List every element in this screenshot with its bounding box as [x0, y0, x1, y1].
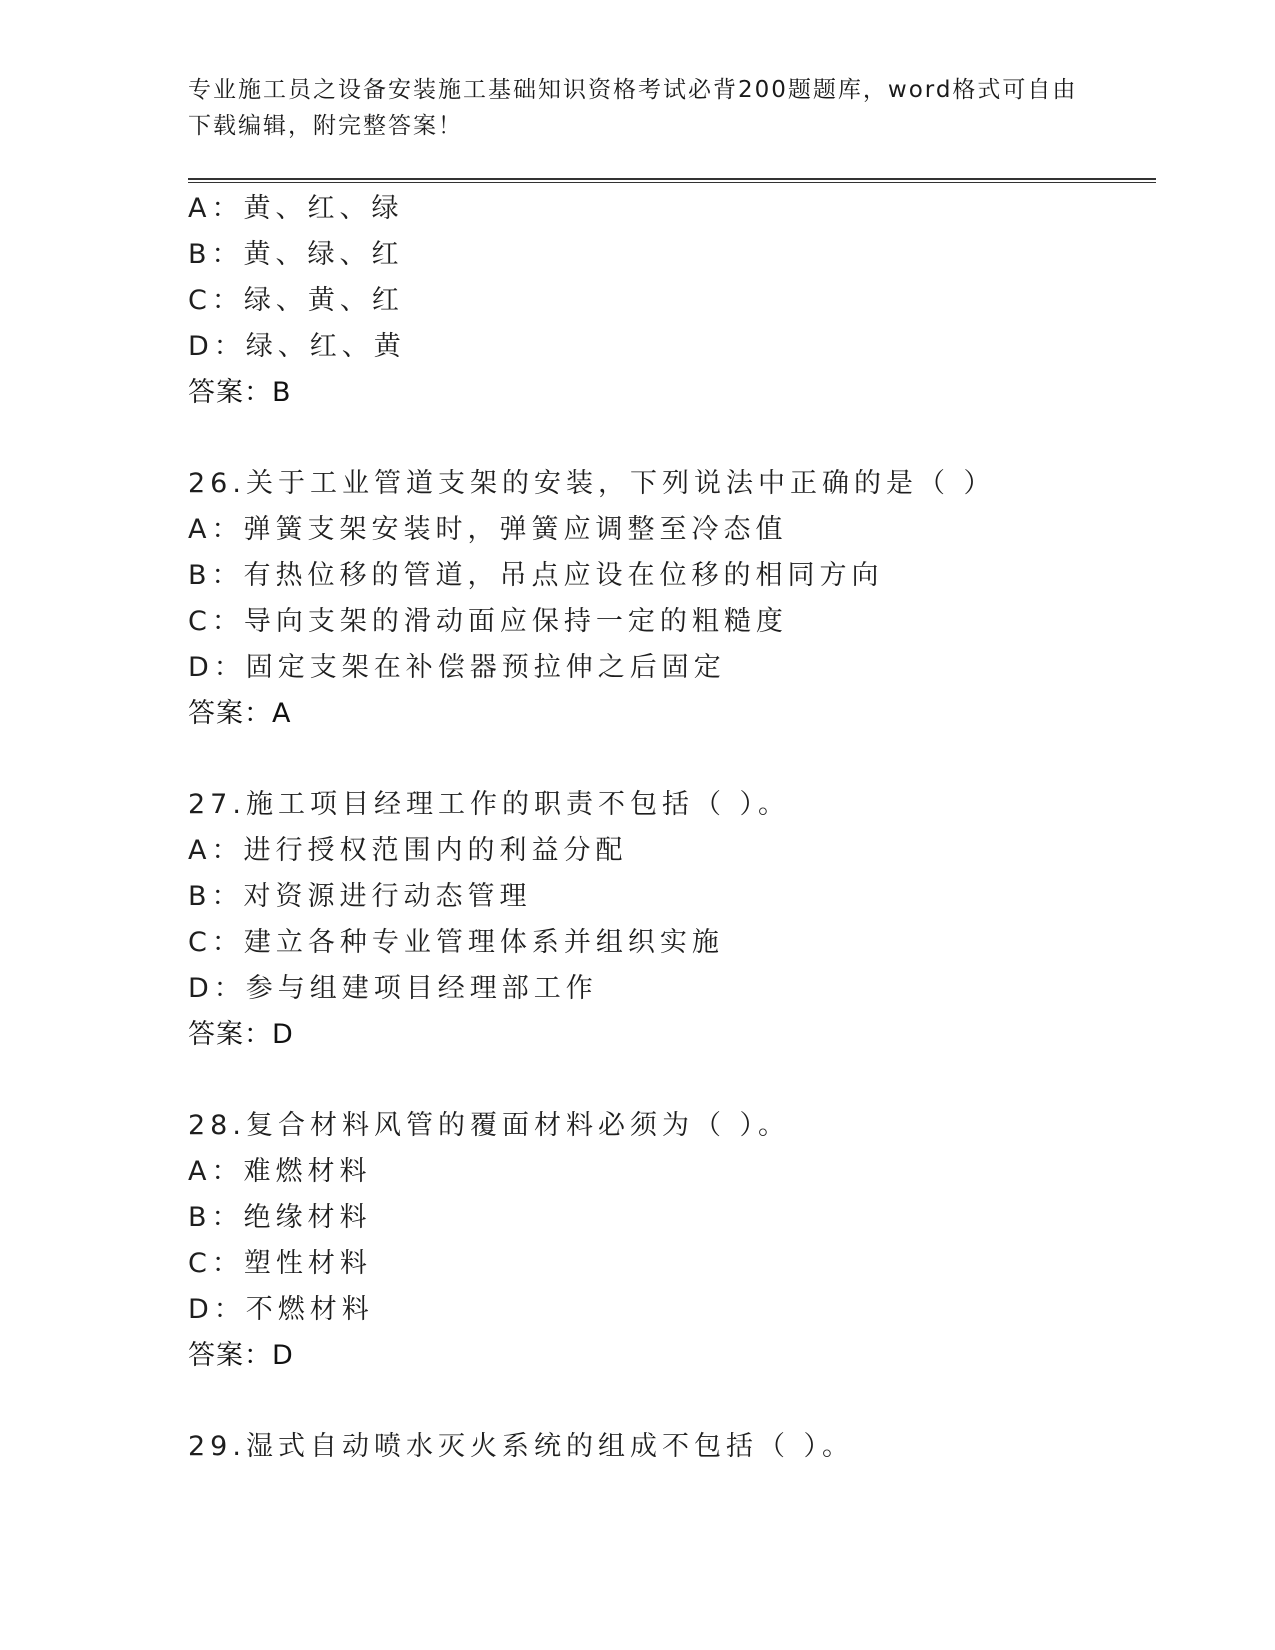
option-d: D：参与组建项目经理部工作: [188, 973, 598, 1004]
option-c: C：绿、黄、红: [188, 285, 404, 316]
question-stem: 26.关于工业管道支架的安装，下列说法中正确的是（ ）: [188, 468, 996, 499]
option-d: D：不燃材料: [188, 1294, 374, 1325]
option-d: D：绿、红、黄: [188, 331, 406, 362]
option-a: A：进行授权范围内的利益分配: [188, 835, 628, 866]
spacer: [188, 416, 1148, 461]
question-28: [188, 1103, 1148, 1379]
option-b: B：黄、绿、红: [188, 239, 404, 270]
question-27: [188, 782, 1148, 1058]
question-29: [188, 1424, 1148, 1470]
question-stem: 28.复合材料风管的覆面材料必须为（ ）。: [188, 1110, 791, 1141]
header-title-line-1: 专业施工员之设备安装施工基础知识资格考试必背200题题库，word格式可自由: [188, 77, 1078, 103]
question-26: [188, 461, 1148, 737]
answer-line: 答案：A: [188, 698, 292, 729]
question-list: [188, 186, 1148, 1470]
answer-line: 答案：D: [188, 1019, 294, 1050]
option-c: C：建立各种专业管理体系并组织实施: [188, 927, 724, 958]
option-c: C：塑性材料: [188, 1248, 372, 1279]
option-a: A：难燃材料: [188, 1156, 372, 1187]
header-divider: [188, 178, 1156, 183]
answer-line: 答案：B: [188, 377, 292, 408]
option-a: A：弹簧支架安装时，弹簧应调整至冷态值: [188, 514, 788, 545]
option-b: B：绝缘材料: [188, 1202, 372, 1233]
option-b: B：有热位移的管道，吊点应设在位移的相同方向: [188, 560, 884, 591]
spacer: [188, 1379, 1148, 1424]
question-stem: 27.施工项目经理工作的职责不包括（ ）。: [188, 789, 791, 820]
option-c: C：导向支架的滑动面应保持一定的粗糙度: [188, 606, 788, 637]
option-b: B：对资源进行动态管理: [188, 881, 532, 912]
header-title-line-2: 下载编辑，附完整答案！: [188, 113, 463, 139]
spacer: [188, 737, 1148, 782]
spacer: [188, 1058, 1148, 1103]
question-25-tail: [188, 186, 1148, 416]
option-d: D：固定支架在补偿器预拉伸之后固定: [188, 652, 726, 683]
question-stem: 29.湿式自动喷水灭火系统的组成不包括（ ）。: [188, 1431, 855, 1462]
answer-line: 答案：D: [188, 1340, 294, 1371]
option-a: A：黄、红、绿: [188, 193, 404, 224]
document-header: [188, 72, 1088, 144]
